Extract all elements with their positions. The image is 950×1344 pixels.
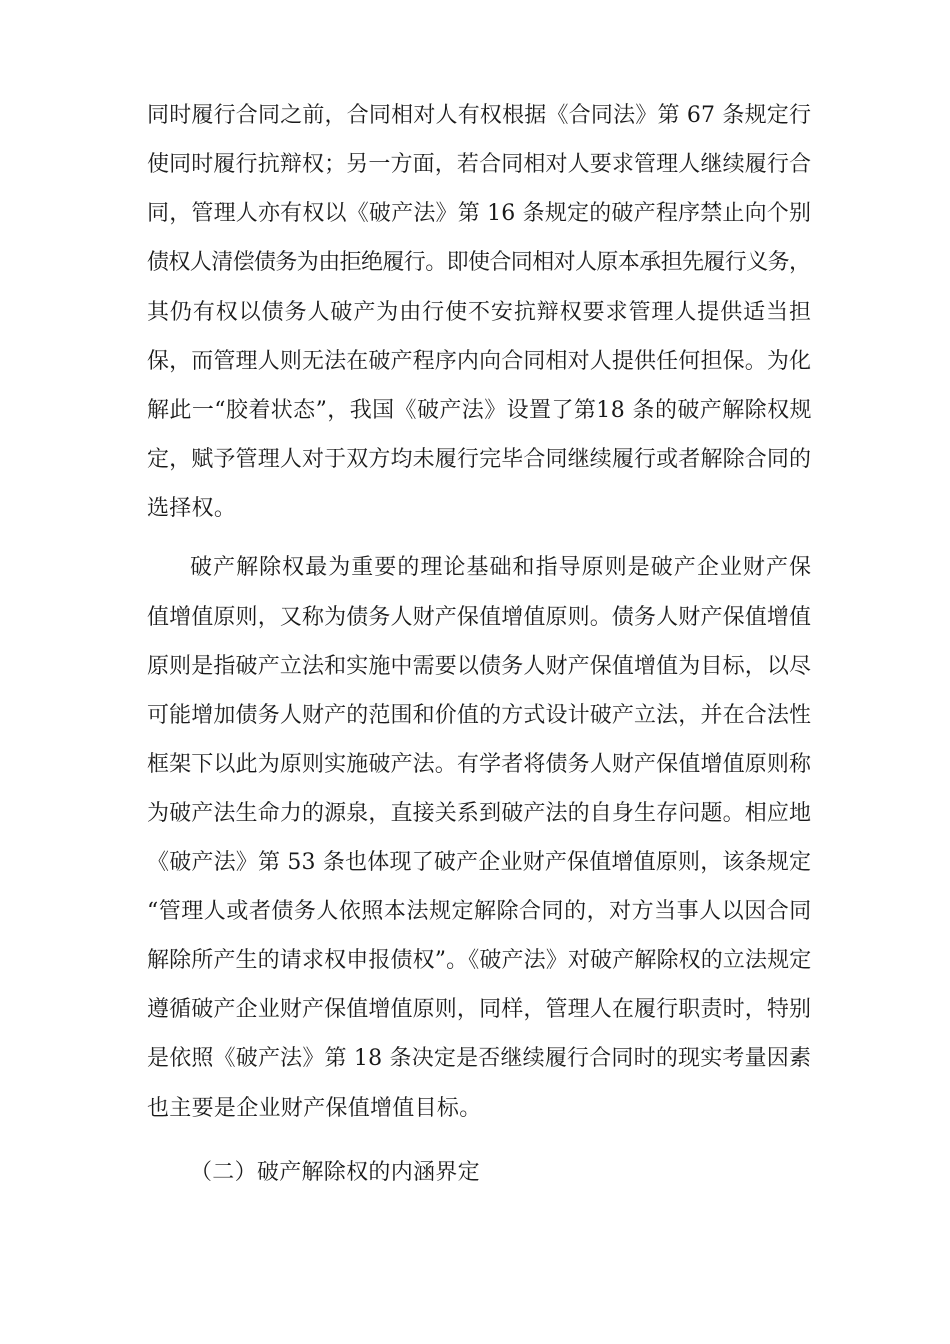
text-line: 同，管理人亦有权以《破产法》第 16 条规定的破产程序禁止向个别 [147,201,812,226]
text-line: 破产解除权最为重要的理论基础和指导原则是破产企业财产保 [190,555,813,580]
text-line: 保，而管理人则无法在破产程序内向合同相对人提供任何担保。为化 [147,349,812,374]
text-line: 使同时履行抗辩权；另一方面，若合同相对人要求管理人继续履行合 [147,152,812,177]
text-line: 可能增加债务人财产的范围和价值的方式设计破产立法，并在合法性 [147,703,812,728]
section-heading: （二）破产解除权的内涵界定 [190,1160,480,1185]
text-line: 也主要是企业财产保值增值目标。 [147,1096,482,1121]
text-line: 解除所产生的请求权申报债权”。《破产法》对破产解除权的立法规定 [147,948,812,973]
text-line: 定，赋予管理人对于双方均未履行完毕合同继续履行或者解除合同的 [147,447,812,472]
text-line: 其仍有权以债务人破产为由行使不安抗辩权要求管理人提供适当担 [147,300,812,325]
text-line: 遵循破产企业财产保值增值原则，同样，管理人在履行职责时，特别 [147,997,812,1022]
text-line: 《破产法》第 53 条也体现了破产企业财产保值增值原则，该条规定 [147,850,812,875]
text-line: 债权人清偿债务为由拒绝履行。即使合同相对人原本承担先履行义务， [147,250,811,275]
text-line: 原则是指破产立法和实施中需要以债务人财产保值增值为目标，以尽 [147,654,812,679]
text-line: 同时履行合同之前，合同相对人有权根据《合同法》第 67 条规定行 [147,103,812,128]
text-line: 为破产法生命力的源泉，直接关系到破产法的自身生存问题。相应地 [147,801,812,826]
text-line: 是依照《破产法》第 18 条决定是否继续履行合同时的现实考量因素 [147,1046,812,1071]
text-line: 值增值原则，又称为债务人财产保值增值原则。债务人财产保值增值 [147,605,812,630]
text-line: 解此一“胶着状态”，我国《破产法》设置了第18 条的破产解除权规 [147,398,812,423]
text-line: “管理人或者债务人依照本法规定解除合同的，对方当事人以因合同 [147,899,812,924]
text-line: 选择权。 [147,496,237,521]
text-line: 框架下以此为原则实施破产法。有学者将债务人财产保值增值原则称 [147,752,812,777]
